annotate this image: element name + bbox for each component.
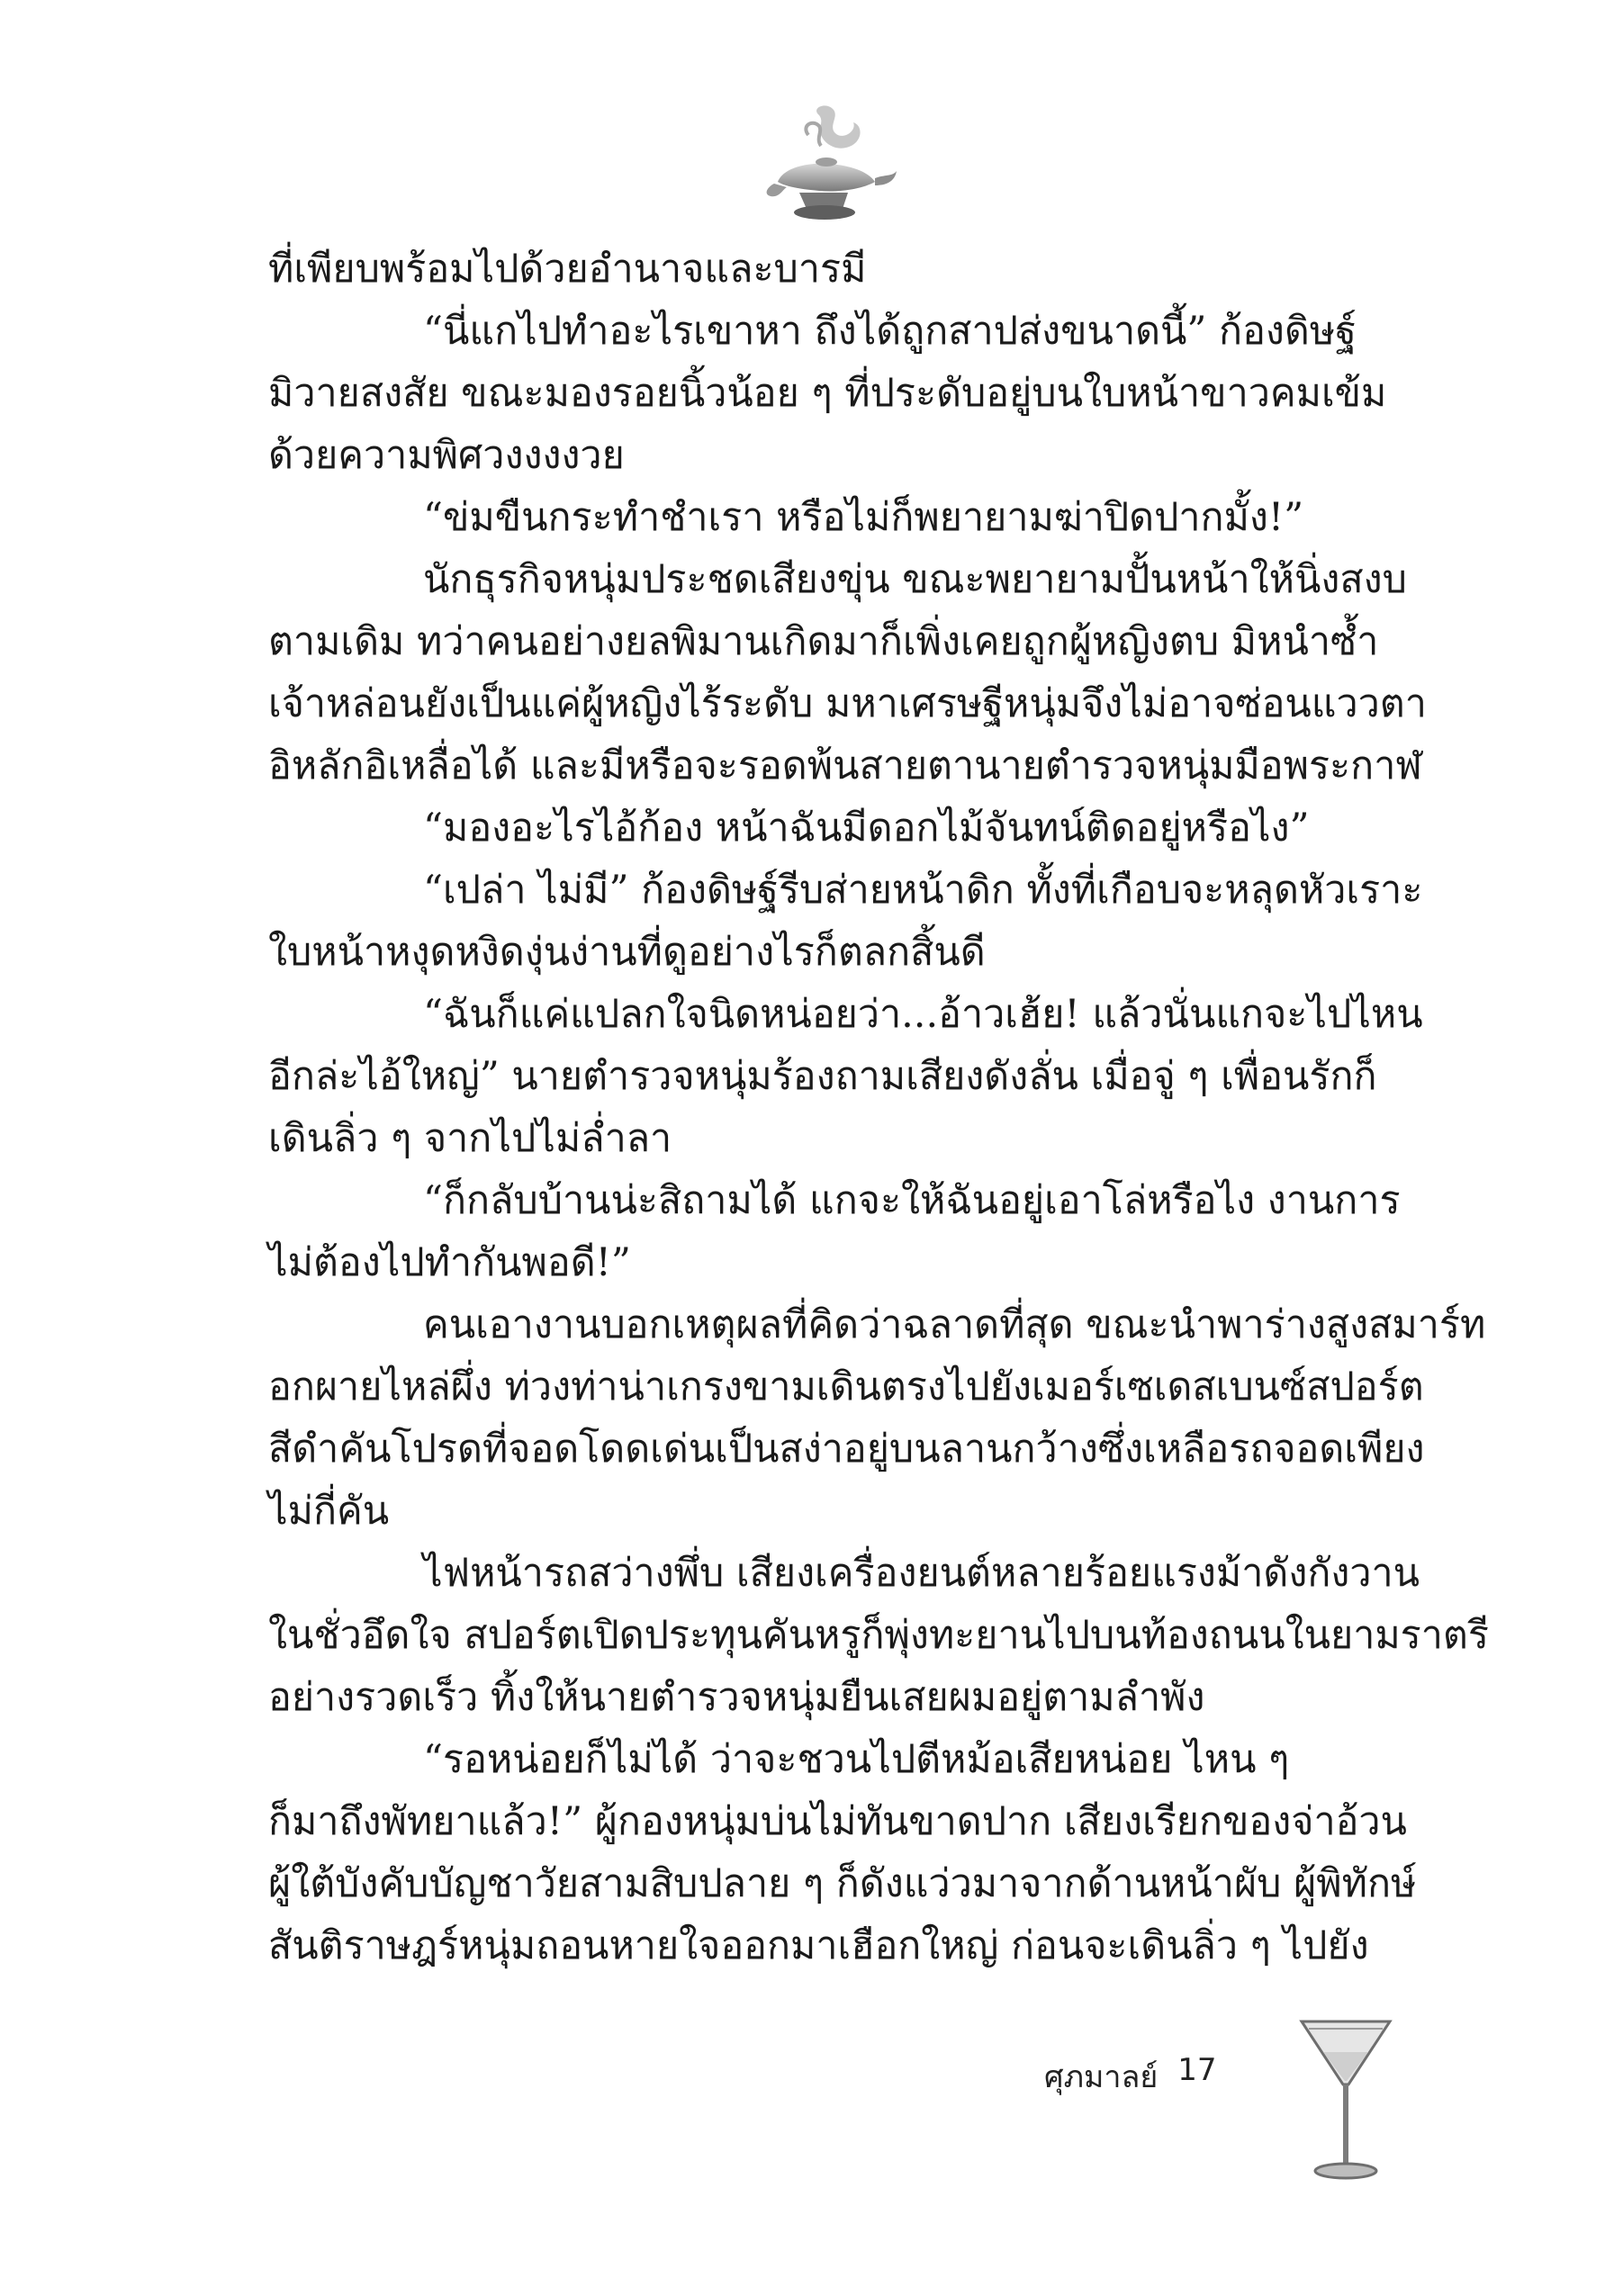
text-line: สันติราษฎร์หนุ่มถอนหายใจออกมาเฮือกใหญ่ ก่อนจะเดินลิ่ว ๆ ไปยัง (268, 1923, 1369, 1968)
text-line: ผู้ใต้บังคับบัญชาวัยสามสิบปลาย ๆ ก็ดังแว่วมาจากด้านหน้าผับ ผู้พิทักษ์ (268, 1861, 1417, 1906)
text-line: “เปล่า ไม่มี” ก้องดิษฐ์รีบส่ายหน้าดิก ทั้งที่เกือบจะหลุดหัวเราะ (423, 868, 1423, 913)
text-line: ด้วยความพิศวงงงงวย (268, 433, 625, 478)
text-line: ที่เพียบพร้อมไปด้วยอำนาจและบารมี (268, 247, 867, 292)
author-name: ศุภมาลย์ (1044, 2059, 1159, 2095)
text-line: ไม่กี่คัน (268, 1489, 390, 1534)
genie-lamp-icon (756, 99, 900, 234)
page-number: 17 (1177, 2052, 1217, 2088)
text-line: อีกล่ะไอ้ใหญ่” นายตำรวจหนุ่มร้องถามเสียงดังลั่น เมื่อจู่ ๆ เพื่อนรักก็ (268, 1054, 1377, 1099)
text-line: อิหลักอิเหลื่อได้ และมีหรือจะรอดพ้นสายตานายตำรวจหนุ่มมือพระกาฬ (268, 743, 1422, 788)
text-line: ไม่ต้องไปทำกันพอดี!” (268, 1240, 631, 1285)
text-line: ก็มาถึงพัทยาแล้ว!” ผู้กองหนุ่มบ่นไม่ทันขาดปาก เสียงเรียกของจ่าอ้วน (268, 1799, 1407, 1844)
page-footer (1044, 2052, 1217, 2101)
text-line: อกผายไหล่ผึ่ง ท่วงท่าน่าเกรงขามเดินตรงไปยังเมอร์เซเดสเบนซ์สปอร์ต (268, 1364, 1424, 1409)
text-line: “นี่แกไปทำอะไรเขาหา ถึงได้ถูกสาปส่งขนาดนี้” ก้องดิษฐ์ (423, 309, 1357, 354)
text-line: ตามเดิม ทว่าคนอย่างยลพิมานเกิดมาก็เพิ่งเคยถูกผู้หญิงตบ มิหนำซ้ำ (268, 619, 1379, 664)
text-line: อย่างรวดเร็ว ทิ้งให้นายตำรวจหนุ่มยืนเสยผมอยู่ตามลำพัง (268, 1675, 1205, 1720)
text-line: “รอหน่อยก็ไม่ได้ ว่าจะชวนไปตีหม้อเสียหน่อย ไหน ๆ (423, 1737, 1290, 1782)
text-line: “ฉันก็แค่แปลกใจนิดหน่อยว่า...อ้าวเฮ้ย! แล้วนั่นแกจะไปไหน (423, 992, 1423, 1037)
text-line: นักธุรกิจหนุ่มประชดเสียงขุ่น ขณะพยายามปั้นหน้าให้นิ่งสงบ (423, 557, 1407, 602)
story-text (268, 239, 1489, 1977)
text-line: “ข่มขืนกระทำชำเรา หรือไม่ก็พยายามฆ่าปิดปากมั้ง!” (423, 495, 1304, 540)
text-line: สีดำคันโปรดที่จอดโดดเด่นเป็นสง่าอยู่บนลานกว้างซึ่งเหลือรถจอดเพียง (268, 1427, 1425, 1472)
martini-glass-icon (1296, 2016, 1395, 2187)
text-line: ในชั่วอึดใจ สปอร์ตเปิดประทุนคันหรูก็พุ่งทะยานไปบนท้องถนนในยามราตรี (268, 1613, 1489, 1658)
text-line: คนเอางานบอกเหตุผลที่คิดว่าฉลาดที่สุด ขณะนำพาร่างสูงสมาร์ท (423, 1302, 1486, 1347)
text-line: ไฟหน้ารถสว่างพึ่บ เสียงเครื่องยนต์หลายร้อยแรงม้าดังกังวาน (423, 1551, 1420, 1596)
text-line: ใบหน้าหงุดหงิดงุ่นง่านที่ดูอย่างไรก็ตลกสิ้นดี (268, 930, 986, 975)
text-line: มิวายสงสัย ขณะมองรอยนิ้วน้อย ๆ ที่ประดับอยู่บนใบหน้าขาวคมเข้ม (268, 371, 1387, 416)
text-line: เจ้าหล่อนยังเป็นแค่ผู้หญิงไร้ระดับ มหาเศรษฐีหนุ่มจึงไม่อาจซ่อนแววตา (268, 681, 1427, 726)
text-line: เดินลิ่ว ๆ จากไปไม่ล่ำลา (268, 1116, 672, 1161)
text-line: “มองอะไรไอ้ก้อง หน้าฉันมีดอกไม้จันทน์ติดอยู่หรือไง” (423, 806, 1310, 851)
text-line: “ก็กลับบ้านน่ะสิถามได้ แกจะให้ฉันอยู่เอาโล่หรือไง งานการ (423, 1178, 1401, 1223)
